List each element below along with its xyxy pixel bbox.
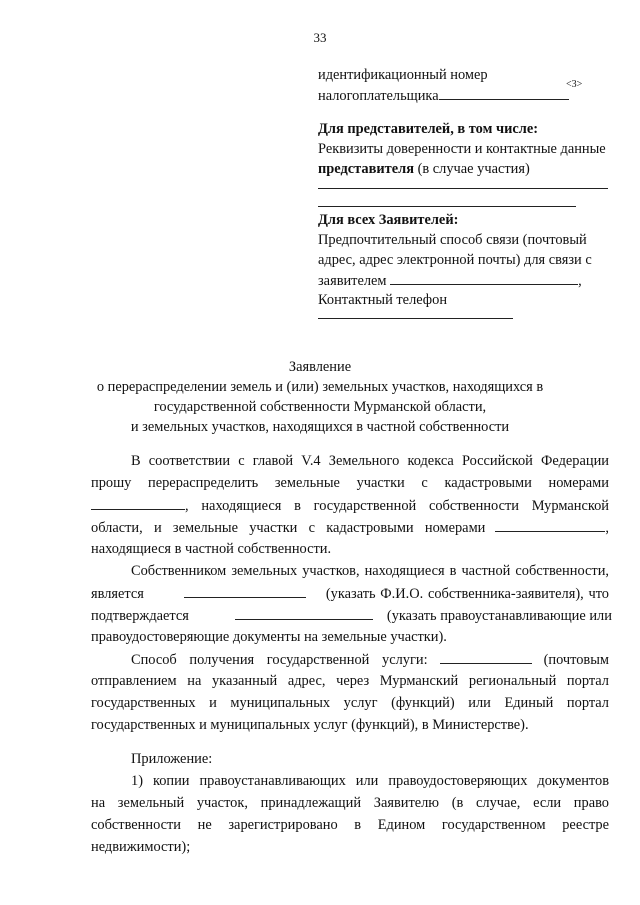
representatives-line1: Реквизиты доверенности и контактные данные bbox=[318, 141, 606, 157]
p2-line3-text: (указать правоустанавливающие или bbox=[386, 608, 612, 624]
p3-line4: государственных и муниципальных услуг (функций), в Министерстве). bbox=[91, 717, 529, 733]
page-number: 33 bbox=[313, 30, 327, 45]
comma: , bbox=[605, 520, 609, 536]
attachment1-line1: 1) копии правоустанавливающих или правоудостоверяющих документов bbox=[131, 773, 609, 789]
p2-confirmed-label: подтверждается bbox=[91, 608, 189, 624]
p1-line3 bbox=[91, 498, 609, 513]
representatives-title: Для представителей, в том числе: bbox=[318, 121, 539, 137]
p1-line3-text: , находящиеся в государственной собственности Мурманской bbox=[185, 498, 609, 514]
statement-subtitle-1: о перераспределении земель и (или) земельных участков, находящихся в bbox=[96, 379, 544, 395]
service-method-blank[interactable] bbox=[440, 652, 532, 664]
p3-line1-end: (почтовым bbox=[543, 652, 609, 668]
inn-footnote: <3> bbox=[566, 79, 583, 90]
inn-label-line2 bbox=[318, 88, 569, 103]
p1-line1: В соответствии с главой V.4 Земельного кодекса Российской Федерации bbox=[131, 453, 609, 469]
contact-method-line1: Предпочтительный способ связи (почтовый bbox=[318, 232, 587, 248]
phone-label: Контактный телефон bbox=[318, 292, 448, 308]
representative-blank-2[interactable] bbox=[318, 206, 576, 207]
p3-line1-text: Способ получения государственной услуги: bbox=[131, 652, 428, 668]
p3-line1 bbox=[131, 652, 609, 667]
attachment1-line2: на земельный участок, принадлежащий Заявителю (в случае, если право bbox=[91, 795, 609, 811]
representatives-line2 bbox=[318, 162, 530, 176]
attachment1-line4: недвижимости); bbox=[91, 839, 191, 855]
owner-name-blank[interactable] bbox=[184, 586, 306, 598]
p2-is-label: является bbox=[91, 586, 144, 602]
p2-line2 bbox=[91, 586, 609, 601]
cadastral-numbers-private-blank[interactable] bbox=[495, 520, 605, 532]
p3-line3: государственных и муниципальных услуг (функций) или Единый портал bbox=[91, 695, 609, 711]
p2-line1: Собственником земельных участков, находящиеся в частной собственности, bbox=[131, 563, 609, 579]
statement-title: Заявление bbox=[288, 359, 352, 375]
statement-subtitle-2: государственной собственности Мурманской области, bbox=[153, 399, 487, 415]
p1-line4-text: области, и земельные участки с кадастровыми номерами bbox=[91, 520, 486, 536]
phone-blank[interactable] bbox=[318, 318, 513, 319]
p2-line2-text: (указать Ф.И.О. собственника-заявителя), что bbox=[325, 586, 609, 602]
applicant-label: заявителем bbox=[318, 273, 387, 289]
inn-blank[interactable] bbox=[439, 88, 569, 100]
attachment1-line3: собственности не зарегистрировано в Едином государственном реестре bbox=[91, 817, 609, 833]
representative-blank-1[interactable] bbox=[318, 188, 608, 189]
statement-subtitle-3: и земельных участков, находящихся в частной собственности bbox=[130, 419, 510, 435]
contact-method-line3 bbox=[318, 273, 582, 288]
inn-label-line1: идентификационный номер bbox=[318, 67, 488, 83]
comma: , bbox=[578, 273, 582, 289]
attachments-title: Приложение: bbox=[131, 751, 213, 767]
title-documents-blank[interactable] bbox=[235, 608, 373, 620]
representative-rest: (в случае участия) bbox=[413, 161, 530, 177]
p3-line2: отправлением на указанный адрес, через Мурманский региональный портал bbox=[91, 673, 609, 689]
cadastral-numbers-state-blank[interactable] bbox=[91, 498, 185, 510]
p2-line4: правоудостоверяющие документы на земельные участки). bbox=[91, 629, 447, 645]
p1-line2: прошу перераспределить земельные участки с кадастровыми номерами bbox=[91, 475, 609, 491]
contact-method-line2: адрес, адрес электронной почты) для связи с bbox=[318, 252, 592, 268]
all-applicants-title: Для всех Заявителей: bbox=[318, 212, 459, 228]
contact-method-blank[interactable] bbox=[390, 273, 578, 285]
inn-label: налогоплательщика bbox=[318, 88, 439, 104]
p1-line5: находящиеся в частной собственности. bbox=[91, 541, 332, 557]
p2-line3 bbox=[91, 608, 612, 624]
p1-line4 bbox=[91, 520, 609, 535]
representative-bold: представителя bbox=[318, 161, 414, 177]
